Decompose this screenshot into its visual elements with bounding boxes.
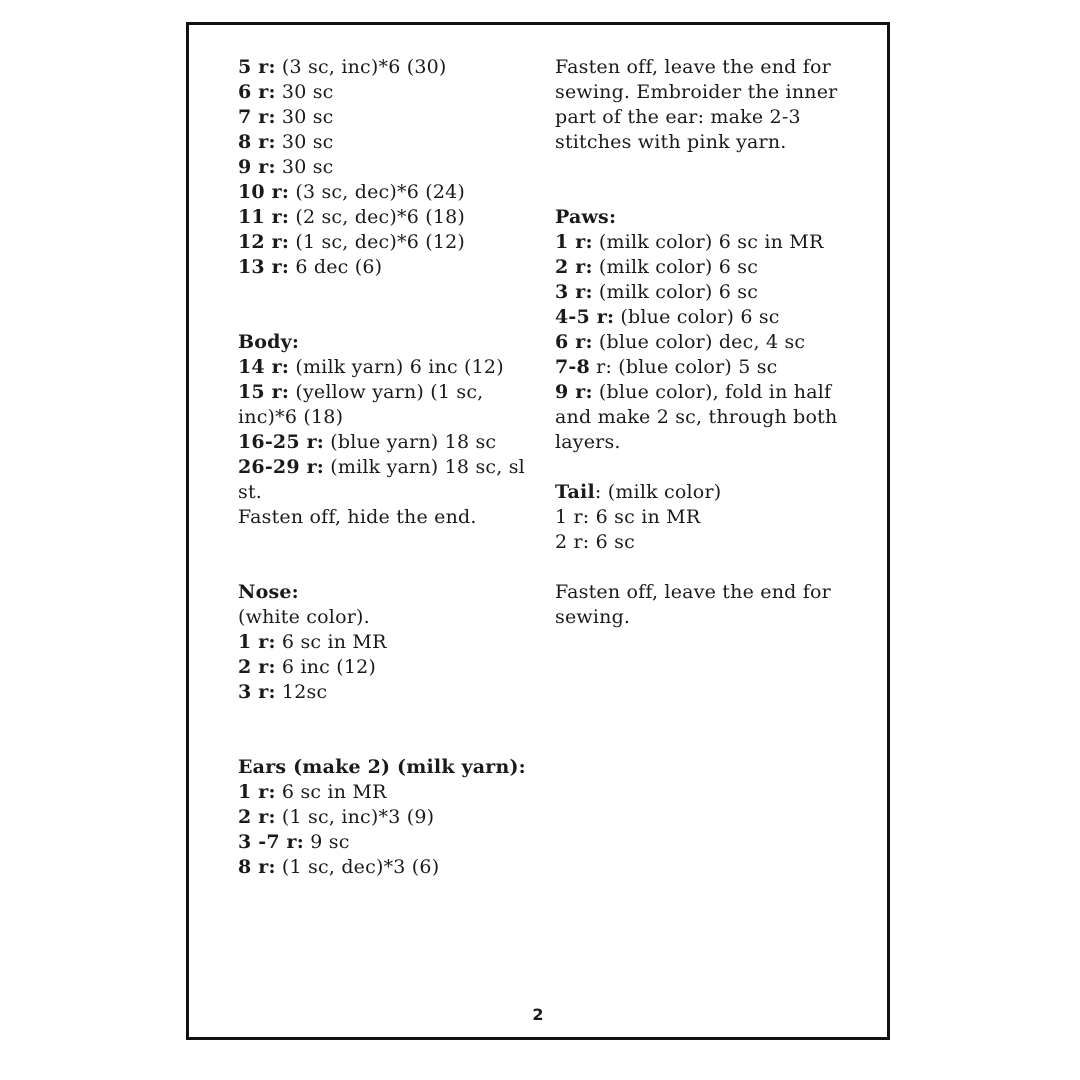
row-text: (1 sc, dec)*6 (12)	[289, 231, 466, 253]
row-line	[238, 830, 543, 855]
row-label: 6 r:	[238, 81, 276, 103]
row-label: 8 r:	[238, 131, 276, 153]
row-label: 3 -7 r:	[238, 831, 304, 853]
row-label: 2 r:	[238, 656, 276, 678]
right-column	[555, 55, 870, 630]
tail-heading-suffix: : (milk color)	[594, 481, 722, 503]
row-line	[238, 855, 543, 880]
row-line	[555, 405, 870, 430]
row-line	[555, 380, 870, 405]
row-line	[238, 155, 543, 180]
pattern-page	[186, 22, 890, 1040]
row-line	[238, 455, 543, 480]
row-line	[555, 230, 870, 255]
nose-heading: Nose:	[238, 581, 299, 603]
row-text: (yellow yarn) (1 sc,	[289, 381, 484, 403]
tail-section	[555, 480, 870, 555]
body-heading: Body:	[238, 331, 300, 353]
row-line	[238, 430, 543, 455]
nose-section	[238, 580, 543, 705]
row-text: 30 sc	[275, 81, 334, 103]
row-line	[238, 130, 543, 155]
note-line: sewing. Embroider the inner	[555, 81, 838, 103]
row-line	[555, 330, 870, 355]
row-text: (1 sc, dec)*3 (6)	[275, 856, 440, 878]
row-line	[555, 255, 870, 280]
paws-heading: Paws:	[555, 206, 617, 228]
row-label: 3 r:	[238, 681, 276, 703]
spacer	[555, 155, 870, 205]
spacer	[238, 705, 543, 755]
row-label: 13 r:	[238, 256, 290, 278]
row-line	[555, 505, 870, 530]
row-text: 6 dec (6)	[289, 256, 383, 278]
row-line	[238, 605, 543, 630]
row-line	[238, 105, 543, 130]
row-line	[238, 630, 543, 655]
row-label: 10 r:	[238, 181, 290, 203]
row-text: (milk color) 6 sc in MR	[592, 231, 824, 253]
row-line	[238, 205, 543, 230]
row-line	[555, 305, 870, 330]
note-line: Fasten off, leave the end for	[555, 56, 831, 78]
row-label: 2 r:	[238, 806, 276, 828]
row-label: 7 r:	[238, 106, 276, 128]
row-label: 12 r:	[238, 231, 290, 253]
row-text: (3 sc, inc)*6 (30)	[275, 56, 447, 78]
row-label: 26-29 r:	[238, 456, 325, 478]
row-label: 9 r:	[555, 381, 593, 403]
spacer	[238, 280, 543, 330]
row-line	[238, 355, 543, 380]
row-text: (milk color) 6 sc	[592, 256, 759, 278]
row-text: (milk yarn) 18 sc, sl	[324, 456, 525, 478]
row-text: (white color).	[238, 606, 370, 628]
row-text: 30 sc	[275, 156, 334, 178]
row-label: 4-5 r:	[555, 306, 615, 328]
row-text: and make 2 sc, through both	[555, 406, 838, 428]
row-line	[238, 380, 543, 405]
row-line	[238, 505, 543, 530]
row-line	[238, 805, 543, 830]
row-line	[238, 680, 543, 705]
spacer	[555, 455, 870, 480]
row-text: (1 sc, inc)*3 (9)	[275, 806, 435, 828]
row-label: 3 r:	[555, 281, 593, 303]
row-text: 6 inc (12)	[275, 656, 377, 678]
row-text: (blue color) dec, 4 sc	[592, 331, 806, 353]
ears-heading: Ears (make 2) (milk yarn):	[238, 756, 526, 778]
row-text: 9 sc	[303, 831, 350, 853]
spacer	[555, 555, 870, 580]
row-label: 1 r:	[238, 631, 276, 653]
left-column	[238, 55, 543, 880]
body-section	[238, 330, 543, 530]
row-line	[238, 655, 543, 680]
row-text: (milk yarn) 6 inc (12)	[289, 356, 504, 378]
note-line: part of the ear: make 2-3	[555, 106, 801, 128]
row-label: 2 r:	[555, 256, 593, 278]
row-text: (3 sc, dec)*6 (24)	[289, 181, 466, 203]
tail-heading: Tail	[555, 481, 595, 503]
row-label: 8 r:	[238, 856, 276, 878]
row-text: 30 sc	[275, 106, 334, 128]
row-text: 6 sc in MR	[275, 631, 387, 653]
row-label: 16-25 r:	[238, 431, 325, 453]
row-line	[238, 55, 543, 80]
row-text: Fasten off, hide the end.	[238, 506, 477, 528]
row-text: inc)*6 (18)	[238, 406, 344, 428]
row-label: 6 r:	[555, 331, 593, 353]
row-text: (2 sc, dec)*6 (18)	[289, 206, 466, 228]
row-text: 2 r: 6 sc	[555, 531, 635, 553]
row-line	[555, 280, 870, 305]
row-label: 7-8	[555, 356, 590, 378]
row-text: layers.	[555, 431, 621, 453]
row-line	[238, 230, 543, 255]
row-label: 9 r:	[238, 156, 276, 178]
row-line	[238, 480, 543, 505]
row-text: r: (blue color) 5 sc	[589, 356, 778, 378]
row-line	[555, 430, 870, 455]
row-text: 1 r: 6 sc in MR	[555, 506, 701, 528]
row-label: 1 r:	[238, 781, 276, 803]
row-line	[238, 780, 543, 805]
row-text: (milk color) 6 sc	[592, 281, 759, 303]
note-line: Fasten off, leave the end for	[555, 581, 831, 603]
row-label: 5 r:	[238, 56, 276, 78]
head-rows	[238, 55, 543, 280]
row-line	[238, 255, 543, 280]
row-line	[238, 80, 543, 105]
row-text: (blue color), fold in half	[592, 381, 832, 403]
row-text: (blue color) 6 sc	[614, 306, 780, 328]
row-text: st.	[238, 481, 263, 503]
row-text: 6 sc in MR	[275, 781, 387, 803]
note-line: sewing.	[555, 606, 631, 628]
row-label: 14 r:	[238, 356, 290, 378]
row-line	[555, 530, 870, 555]
tail-heading-line	[555, 480, 870, 505]
ear-finish-notes	[555, 55, 870, 155]
note-line: stitches with pink yarn.	[555, 131, 787, 153]
row-label: 11 r:	[238, 206, 290, 228]
row-line	[238, 180, 543, 205]
spacer	[238, 530, 543, 580]
row-line	[555, 355, 870, 380]
tail-finish-notes	[555, 580, 870, 630]
ears-section	[238, 755, 543, 880]
row-text: (blue yarn) 18 sc	[324, 431, 497, 453]
row-label: 15 r:	[238, 381, 290, 403]
paws-section	[555, 205, 870, 455]
row-label: 1 r:	[555, 231, 593, 253]
row-text: 12sc	[275, 681, 328, 703]
row-text: 30 sc	[275, 131, 334, 153]
page-number: 2	[532, 1005, 544, 1024]
row-line	[238, 405, 543, 430]
